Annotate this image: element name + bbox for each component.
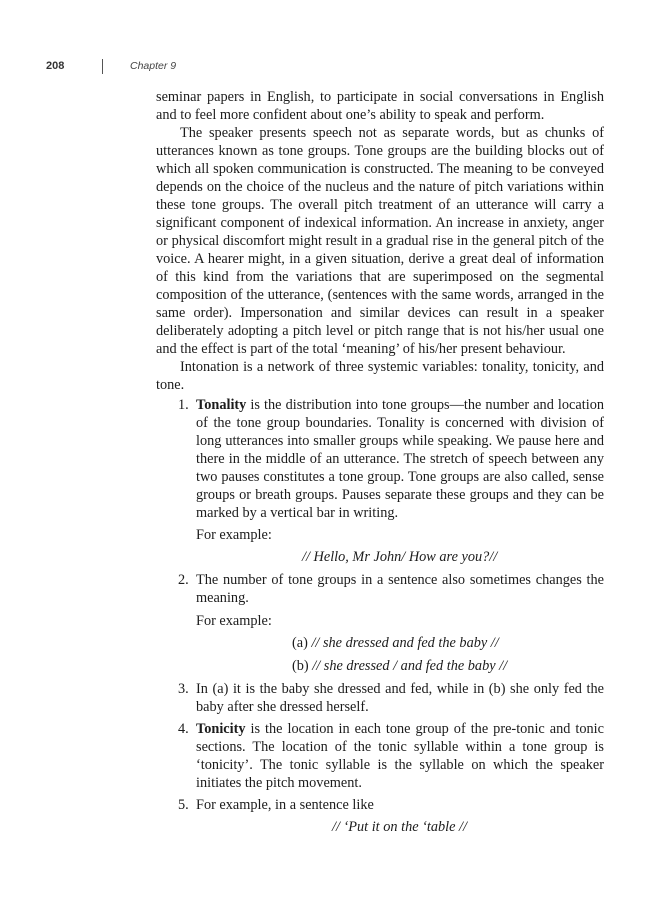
example-a: (a) // she dressed and fed the baby // — [292, 635, 499, 651]
for-example-label: For example: — [196, 527, 272, 543]
paragraph: Intonation is a network of three systemic variables: tonality, tonicity, and tone. — [156, 359, 604, 393]
example-line: // ‘Put it on the ‘table // — [332, 819, 468, 835]
list-item: 5. For example, in a sentence like — [178, 797, 374, 813]
list-item: 2. The number of tone groups in a sentence also sometimes changes the meaning. — [178, 572, 604, 606]
list-item: 1. Tonality is the distribution into tone groups—the number and location of the tone group boundaries. Tonality is concerned with division of long utterances into smaller groups while speaking. We pause here and there in the middle of an utterance. The stretch of speech between any two pauses constitutes a tone group. Tone groups are also called, sense groups or breath groups. Pauses separate these groups and they can be marked by a vertical bar in writing. — [178, 397, 604, 521]
body-text — [156, 88, 604, 394]
list-item: 3. In (a) it is the baby she dressed and fed, while in (b) she only fed the baby after she dressed herself. — [178, 681, 604, 715]
chapter-title: Chapter 9 — [130, 60, 177, 72]
header-divider — [102, 59, 103, 74]
term-tonicity: Tonicity — [196, 721, 246, 737]
list-item: 4. Tonicity is the location in each tone group of the pre-tonic and tonic sections. The location of the tonic syllable within a tone group is ‘tonicity’. The tonic syllable is the syllable on which the speaker initiates the pitch movement. — [178, 721, 604, 791]
example-b: (b) // she dressed / and fed the baby // — [292, 658, 508, 674]
example-line: // Hello, Mr John/ How are you?// — [302, 549, 498, 565]
for-example-label: For example: — [196, 613, 272, 629]
paragraph: seminar papers in English, to participate in social conversations in English and to feel more confident about one’s ability to speak and perform. — [156, 89, 604, 123]
paragraph: The speaker presents speech not as separate words, but as chunks of utterances known as tone groups. Tone groups are the building blocks out of which all spoken communication is constructed. The meaning to be conveyed depends on the choice of the nucleus and the nature of pitch variations within these tone groups. The overall pitch treatment of an utterance will carry a significant component of indexical information. An increase in anxiety, anger or physical discomfort might result in a gradual rise in the general pitch of the voice. A hearer might, in a given situation, derive a great deal of information of this kind from the variations that are superimposed on the segmental composition of the utterance, (sentences with the same words, arranged in the same order). Impersonation and similar devices can result in a speaker deliberately adopting a pitch level or pitch range that is not his/her usual one and the effect is part of the total ‘meaning’ of his/her present behaviour. — [156, 125, 604, 357]
term-tonality: Tonality — [196, 397, 247, 413]
running-header — [46, 60, 616, 76]
page-number: 208 — [46, 60, 65, 72]
